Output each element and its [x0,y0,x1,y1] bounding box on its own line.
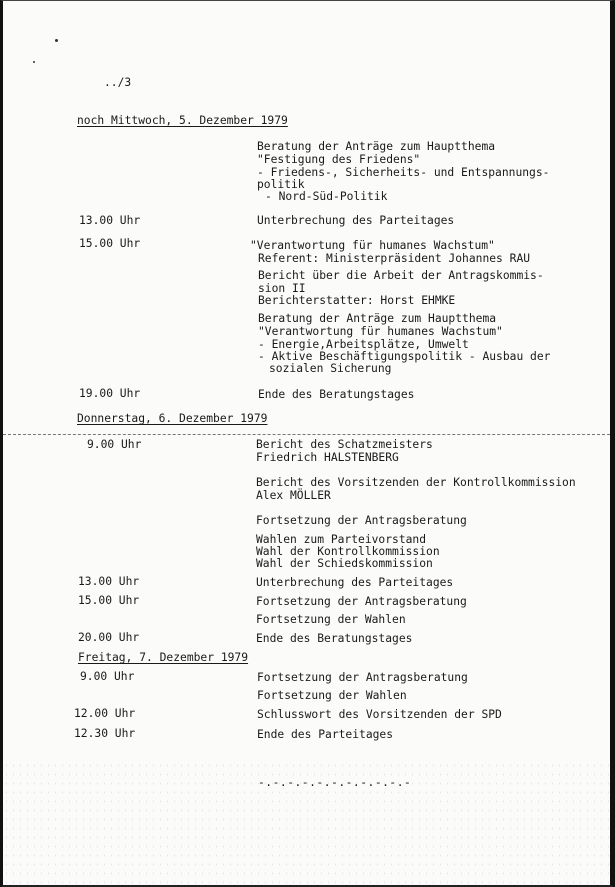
agenda-line: Beratung der Anträge zum Hauptthema [258,312,497,325]
closing-rule: -.-.-.-.-.-.-.-.-.-.- [258,776,412,789]
page-reference: ../3 [104,76,132,89]
agenda-time: 12.30 Uhr [74,727,136,740]
agenda-line: Alex MÖLLER [256,489,331,502]
agenda-line: Ende des Parteitages [257,728,394,741]
agenda-line: Wahlen zum Parteivorstand [256,533,427,546]
agenda-time: 13.00 Uhr [79,214,141,227]
agenda-line: sozialen Sicherung [269,362,392,375]
agenda-line: Unterbrechung des Parteitages [256,576,454,589]
agenda-line: sion II [258,282,306,295]
agenda-time: 9.00 Uhr [87,438,142,451]
agenda-time: 19.00 Uhr [79,387,141,400]
agenda-line: Berichterstatter: Horst EHMKE [258,294,456,307]
agenda-line: Bericht des Schatzmeisters [256,438,433,451]
agenda-line: politik [257,178,305,191]
agenda-line: Wahl der Kontrollkommission [256,545,440,558]
agenda-line: "Festigung des Friedens" [257,153,421,166]
agenda-line: Beratung der Anträge zum Hauptthema [257,140,496,153]
scan-speck [33,61,35,63]
section-heading-thursday: Donnerstag, 6. Dezember 1979 [77,412,268,425]
agenda-line: - Friedens-, Sicherheits- und Entspannungs- [257,166,550,179]
agenda-line: Fortsetzung der Antragsberatung [256,595,467,608]
agenda-line: Fortsetzung der Wahlen [256,613,406,626]
agenda-line: - Nord-Süd-Politik [265,190,388,203]
agenda-time: 20.00 Uhr [78,631,140,644]
agenda-time: 13.00 Uhr [78,575,140,588]
section-heading-friday: Freitag, 7. Dezember 1979 [78,651,249,664]
agenda-line: "Verantwortung für humanes Wachstum" [258,325,503,338]
agenda-line: Friedrich HALSTENBERG [256,451,399,464]
agenda-line: Ende des Beratungstages [258,388,415,401]
agenda-time: 15.00 Uhr [79,237,141,250]
scan-speck [55,39,58,42]
agenda-line: Ende des Beratungstages [256,632,413,645]
agenda-line: Referent: Ministerpräsident Johannes RAU [258,252,531,265]
agenda-line: Fortsetzung der Antragsberatung [257,671,468,684]
agenda-time: 12.00 Uhr [74,707,136,720]
agenda-line: Bericht des Vorsitzenden der Kontrollkommission [256,476,576,489]
agenda-line: Unterbrechung des Parteitages [257,214,455,227]
agenda-line: Bericht über die Arbeit der Antragskommis- [258,269,544,282]
agenda-line: - Aktive Beschäftigungspolitik - Ausbau der [258,350,551,363]
section-heading-wednesday: noch Mittwoch, 5. Dezember 1979 [77,114,288,127]
agenda-line: "Verantwortung für humanes Wachstum" [250,239,495,252]
agenda-line: Fortsetzung der Antragsberatung [256,514,467,527]
agenda-line: - Energie,Arbeitsplätze, Umwelt [258,338,469,351]
agenda-time: 15.00 Uhr [78,594,140,607]
page-fold-line [3,434,610,435]
agenda-line: Wahl der Schiedskommission [256,557,433,570]
agenda-line: Schlusswort des Vorsitzenden der SPD [257,708,502,721]
agenda-time: 9.00 Uhr [80,670,135,683]
agenda-line: Fortsetzung der Wahlen [257,689,407,702]
